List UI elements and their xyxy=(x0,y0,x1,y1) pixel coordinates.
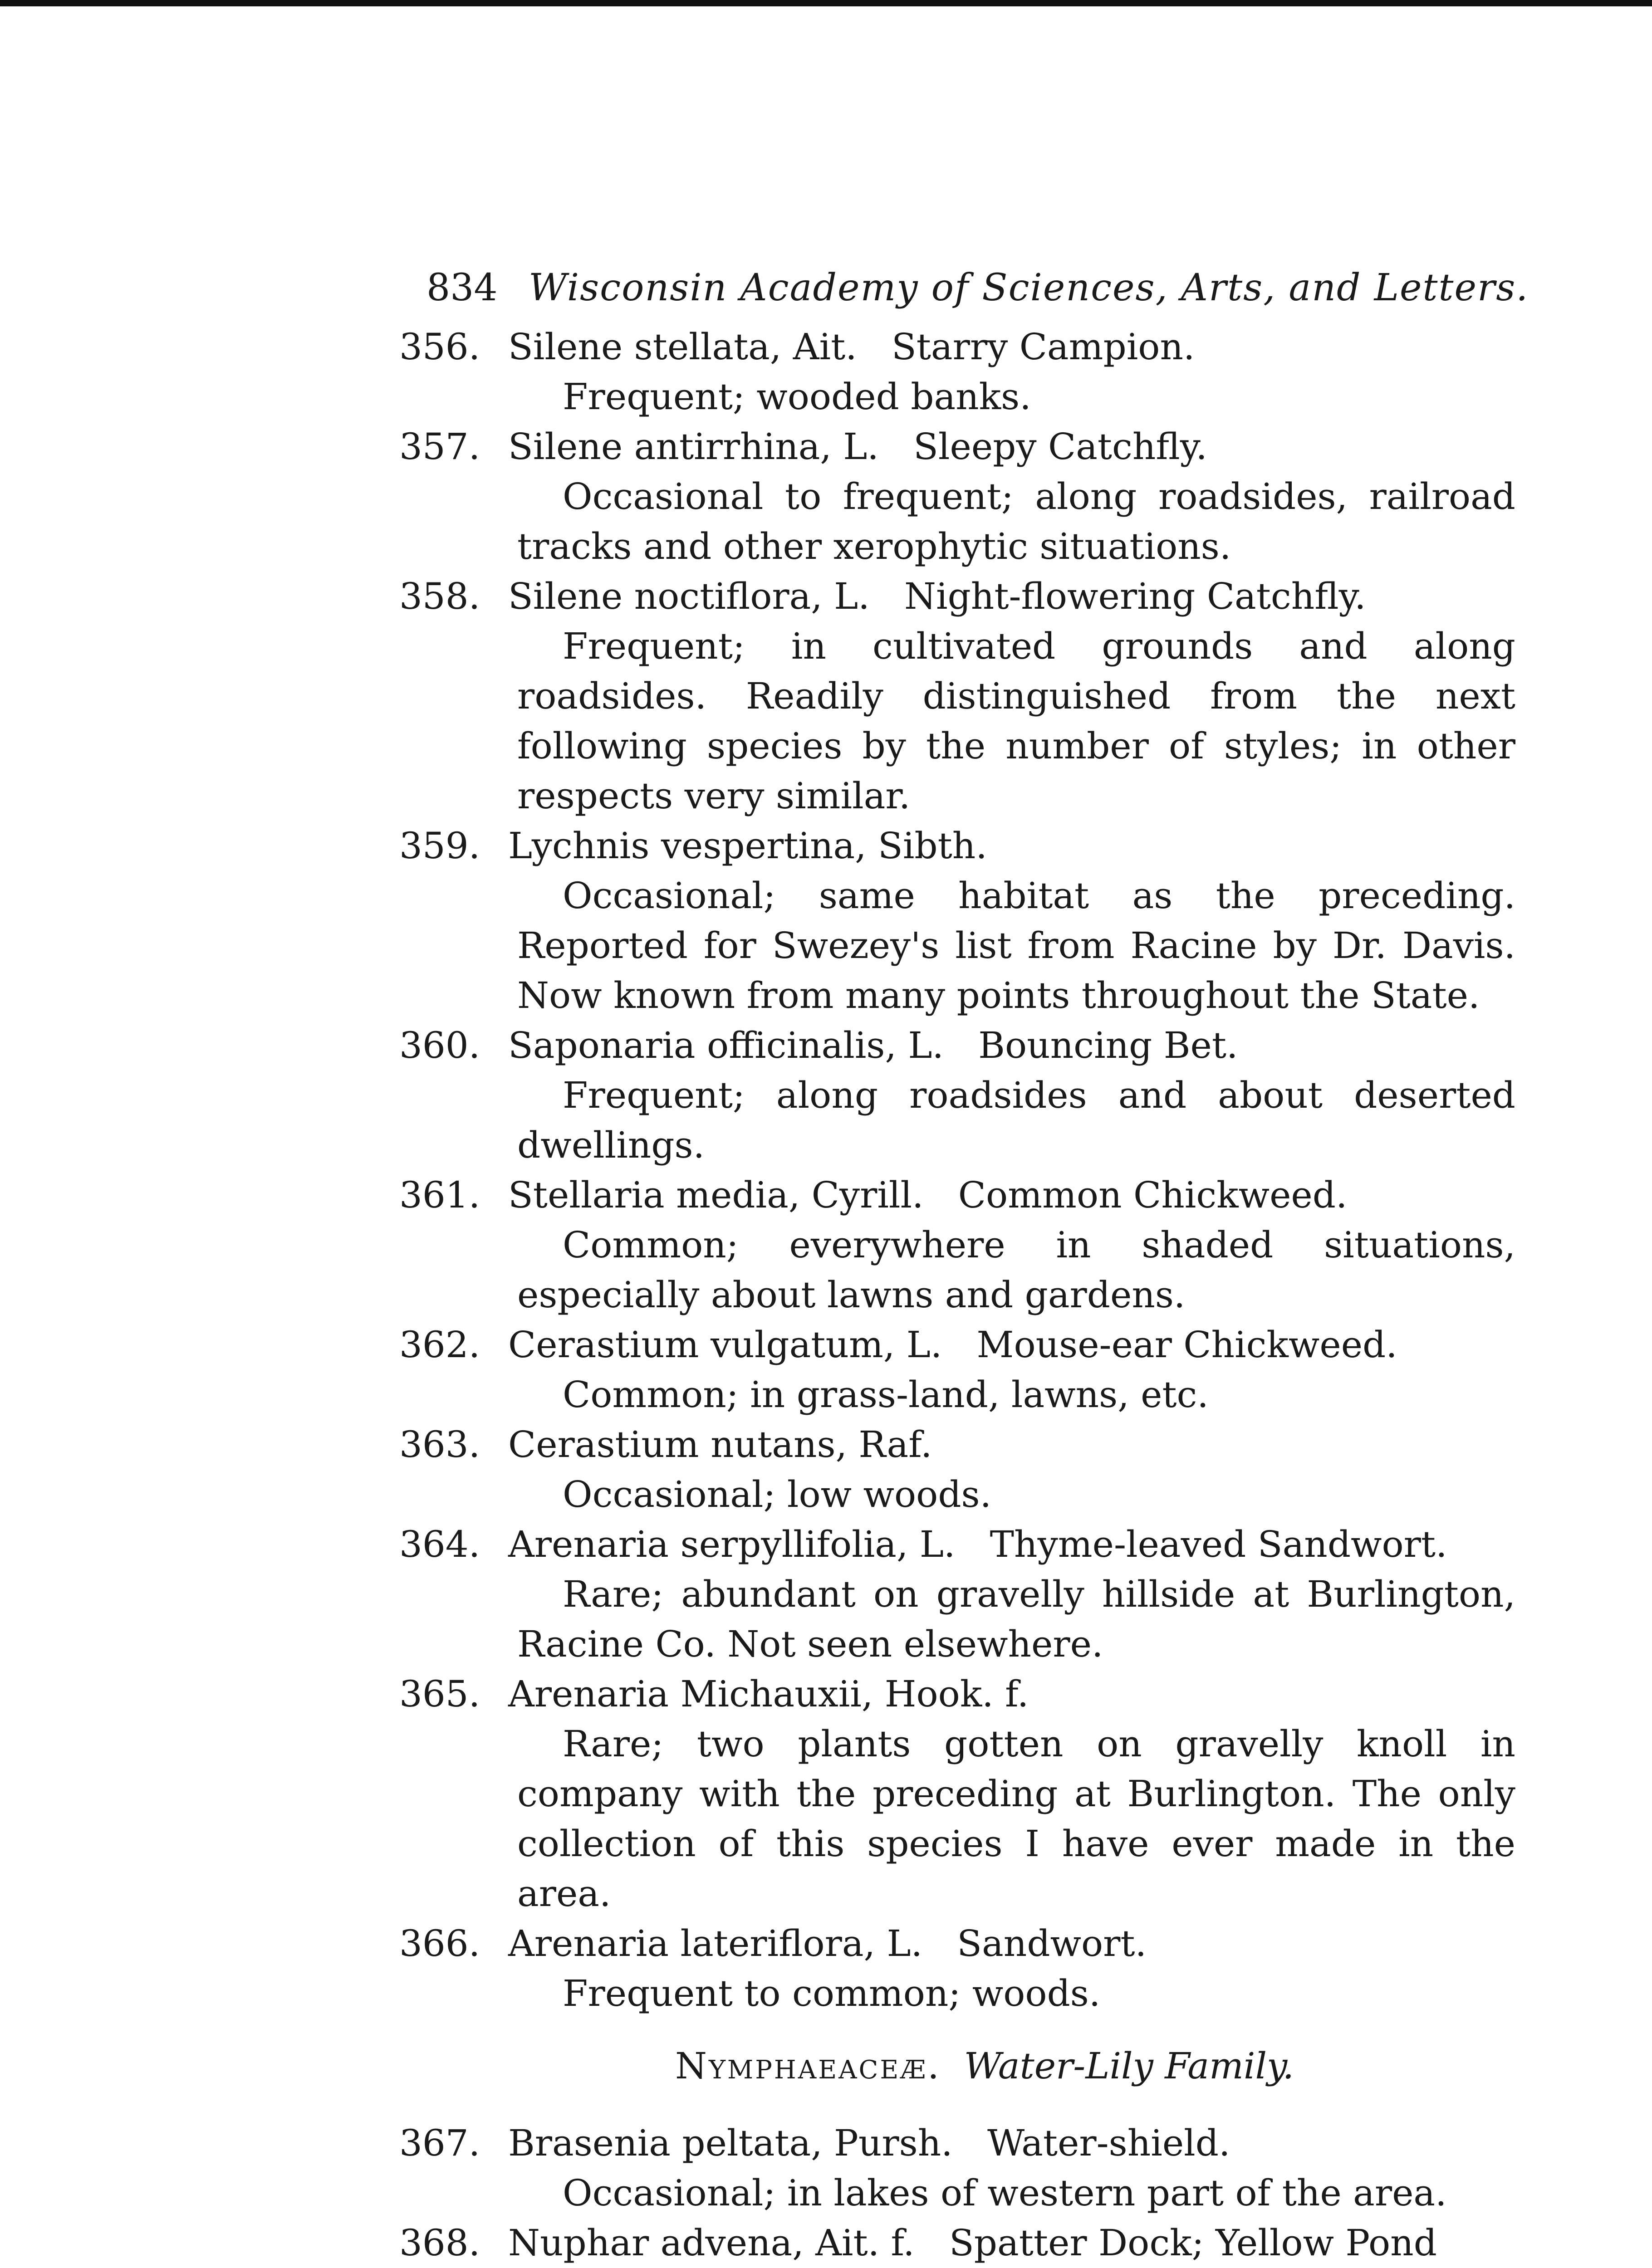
species-name: Silene stellata, Ait. Starry Campion. xyxy=(508,326,1195,368)
species-description: Rare; two plants gotten on gravelly knoll in company with the preceding at Burlington. The only collection of this species I have ever made in the area. xyxy=(517,1723,1515,1915)
entry-number: 364. xyxy=(399,1523,480,1565)
species-name: Nuphar advena, Ait. f. Spatter Dock; Yellow Pond xyxy=(508,2222,1437,2264)
species-entry xyxy=(399,2218,1515,2268)
species-entry xyxy=(399,572,1515,821)
family-heading xyxy=(454,2041,1515,2091)
species-description: Frequent; wooded banks. xyxy=(563,376,1031,418)
entry-number: 363. xyxy=(399,1423,480,1466)
species-name: Arenaria lateriflora, L. Sandwort. xyxy=(508,1922,1147,1965)
species-entry xyxy=(399,422,1515,572)
family-common-name: Water-Lily Family. xyxy=(964,2045,1294,2087)
species-entry xyxy=(399,1170,1515,1320)
species-description: Frequent; along roadsides and about deserted dwellings. xyxy=(517,1074,1515,1166)
species-description: Occasional; in lakes of western part of the area. xyxy=(563,2172,1447,2214)
page-number: 834 xyxy=(426,266,498,309)
species-name: Brasenia peltata, Pursh. Water-shield. xyxy=(508,2122,1230,2164)
species-description: Frequent to common; woods. xyxy=(563,1972,1101,2014)
species-entry xyxy=(399,1021,1515,1170)
species-entry xyxy=(399,2118,1515,2218)
species-entry xyxy=(399,821,1515,1021)
entry-number: 361. xyxy=(399,1174,480,1216)
species-name: Arenaria serpyllifolia, L. Thyme-leaved Sandwort. xyxy=(508,1523,1447,1565)
species-description: Occasional to frequent; along roadsides, railroad tracks and other xerophytic situations. xyxy=(517,475,1515,567)
entry-number: 365. xyxy=(399,1673,480,1715)
entry-number: 367. xyxy=(399,2122,480,2164)
species-entry xyxy=(399,1919,1515,2019)
species-description: Common; in grass-land, lawns, etc. xyxy=(563,1374,1209,1416)
species-name: Silene noctiflora, L. Night-flowering Catchfly. xyxy=(508,575,1366,617)
species-name: Saponaria officinalis, L. Bouncing Bet. xyxy=(508,1024,1238,1066)
running-head xyxy=(399,254,1529,322)
entry-number: 368. xyxy=(399,2222,480,2264)
entry-number: 362. xyxy=(399,1324,480,1366)
species-description: Frequent; in cultivated grounds and along roadsides. Readily distinguished from the next following species by the number of styles; in other respects very similar. xyxy=(517,625,1515,817)
entry-number: 359. xyxy=(399,825,480,867)
species-name: Stellaria media, Cyrill. Common Chickweed. xyxy=(508,1174,1348,1216)
species-entry xyxy=(399,1420,1515,1520)
species-entry xyxy=(399,1669,1515,1919)
species-entry xyxy=(399,1320,1515,1420)
species-name: Lychnis vespertina, Sibth. xyxy=(508,825,987,867)
species-name: Arenaria Michauxii, Hook. f. xyxy=(508,1673,1029,1715)
species-description: Occasional; same habitat as the preceding. Reported for Swezey's list from Racine by Dr. Davis. Now known from many points throughout the State. xyxy=(517,875,1515,1017)
entry-number: 356. xyxy=(399,326,480,368)
species-entry xyxy=(399,322,1515,422)
scan-top-edge xyxy=(0,0,1652,6)
species-name: Cerastium vulgatum, L. Mouse-ear Chickweed. xyxy=(508,1324,1397,1366)
species-entry xyxy=(399,1520,1515,1669)
entry-number: 360. xyxy=(399,1024,480,1066)
document-page xyxy=(399,254,1529,2268)
species-description: Rare; abundant on gravelly hillside at Burlington, Racine Co. Not seen elsewhere. xyxy=(517,1573,1515,1665)
journal-title: Wisconsin Academy of Sciences, Arts, and Letters. xyxy=(529,266,1529,309)
entry-number: 358. xyxy=(399,575,480,617)
species-description: Occasional; low woods. xyxy=(563,1473,992,1515)
entry-number: 366. xyxy=(399,1922,480,1965)
species-description: Common; everywhere in shaded situations, especially about lawns and gardens. xyxy=(517,1224,1515,1316)
species-name: Silene antirrhina, L. Sleepy Catchfly. xyxy=(508,425,1207,468)
entry-number: 357. xyxy=(399,425,480,468)
family-name: Nymphaeaceæ. xyxy=(675,2045,941,2087)
species-name: Cerastium nutans, Raf. xyxy=(508,1423,932,1466)
